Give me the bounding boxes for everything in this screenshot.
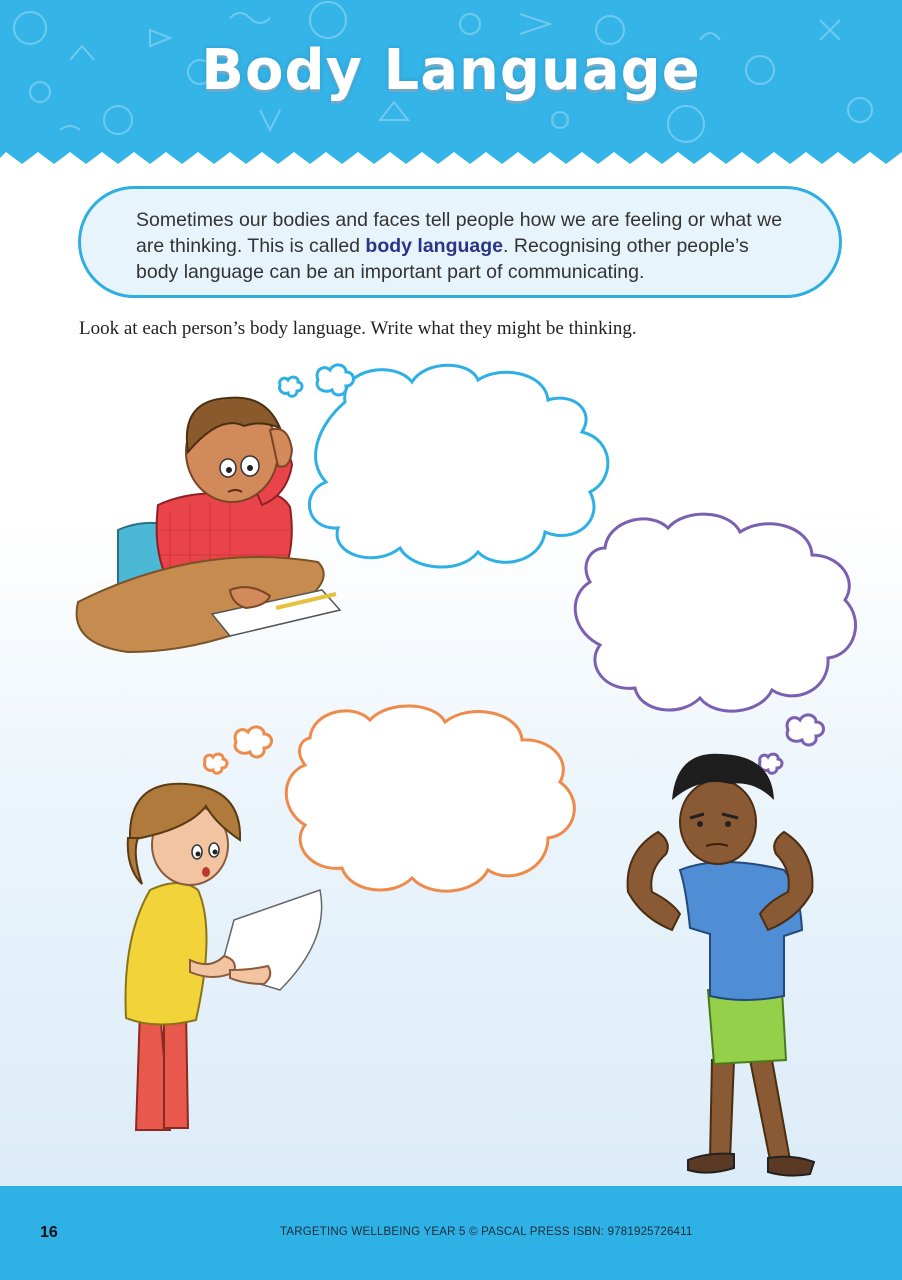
- instruction-text: Look at each person’s body language. Write what they might be thinking.: [79, 318, 637, 339]
- footer-copyright: TARGETING WELLBEING YEAR 5 © PASCAL PRESS ISBN: 9781925726411: [280, 1226, 693, 1238]
- thought-bubble-orange[interactable]: [205, 706, 575, 891]
- thought-bubble-blue[interactable]: [280, 365, 608, 567]
- page-header: [0, 0, 902, 170]
- page-number: 16: [40, 1224, 58, 1241]
- boy-at-desk-illustration: [77, 398, 340, 652]
- worksheet-illustration: [0, 340, 902, 1186]
- intro-text-end: . Recognising other people’s body language can be an important part of communicating.: [136, 235, 749, 283]
- boy-covering-ears-illustration: [628, 754, 814, 1176]
- intro-keyword: body language: [365, 235, 504, 257]
- thought-bubble-purple[interactable]: [575, 514, 855, 773]
- intro-callout: [78, 186, 842, 298]
- intro-text: [136, 207, 796, 285]
- page-footer: [0, 1186, 902, 1280]
- girl-with-paper-illustration: [126, 784, 322, 1130]
- page-title: Body Language: [201, 38, 701, 103]
- intro-text-start: Sometimes our bodies and faces tell people how we are feeling or what we are thinking. This is called: [136, 209, 783, 257]
